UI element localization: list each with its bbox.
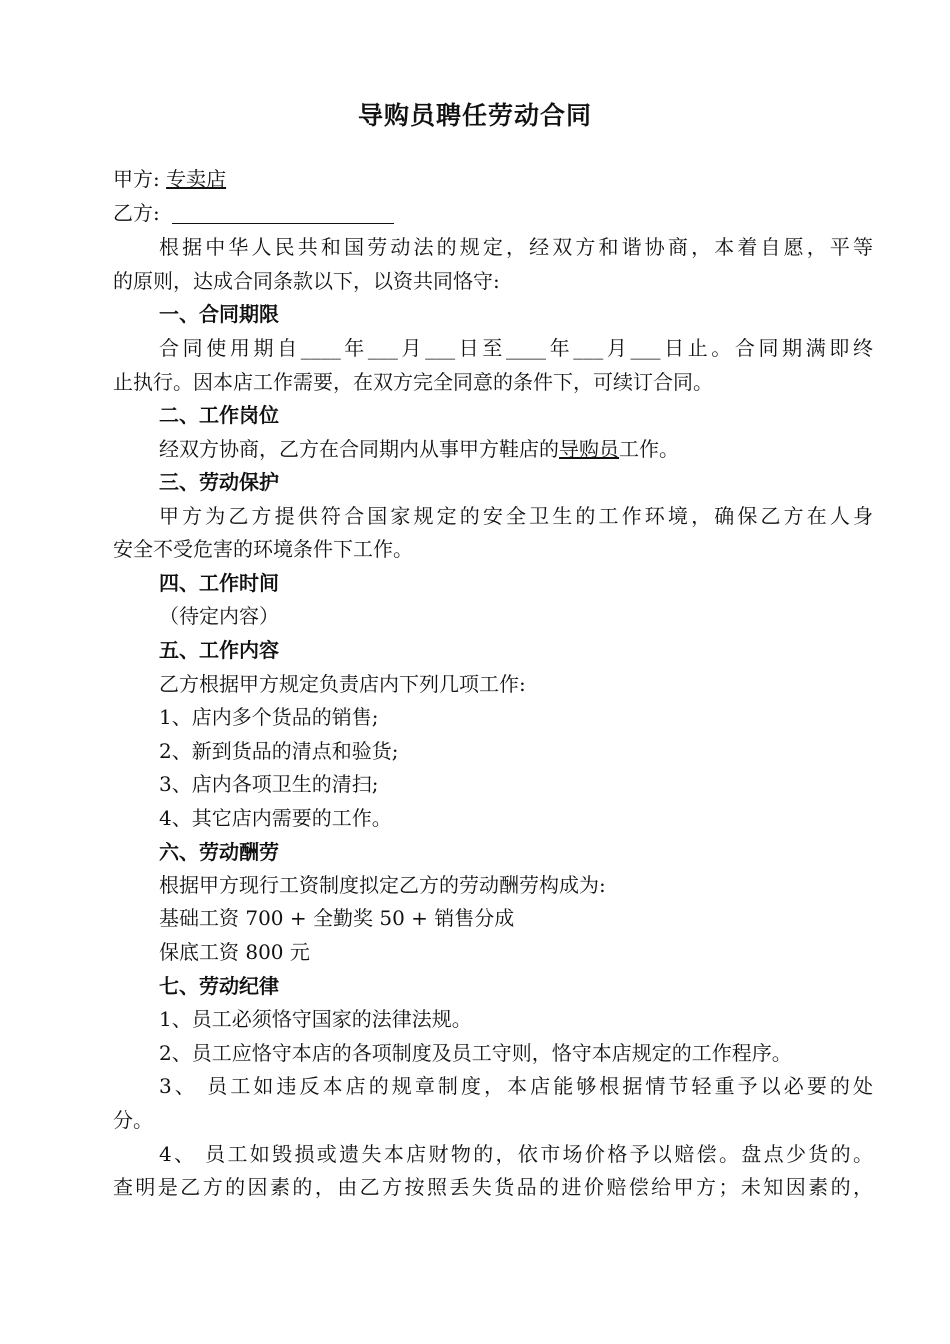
section-1-line-1: 合同使用期自____年___月___日至____年___月___日止。合同期满即终 [159, 336, 873, 360]
list-item: 1、店内多个货品的销售; [159, 705, 379, 729]
section-3-heading: 三、劳动保护 [159, 470, 279, 494]
party-b-blank [172, 201, 394, 224]
section-2-text-after: 工作。 [619, 437, 679, 461]
section-6-base-salary: 基础工资 700 + 全勤奖 50 + 销售分成 [159, 906, 515, 930]
intro-line-2: 的原则，达成合同条款以下，以资共同恪守: [113, 269, 500, 293]
section-7-item-4-line-1: 4、 员工如毁损或遗失本店财物的，依市场价格予以赔偿。盘点少货的。 [159, 1142, 873, 1166]
section-6-heading: 六、劳动酬劳 [159, 840, 279, 864]
section-4-heading: 四、工作时间 [159, 571, 279, 595]
section-7-item-1: 1、员工必须恪守国家的法律法规。 [159, 1007, 472, 1031]
section-7-item-2: 2、员工应恪守本店的各项制度及员工守则，恪守本店规定的工作程序。 [159, 1041, 792, 1065]
section-6-min-salary: 保底工资 800 元 [159, 940, 310, 964]
section-1-heading: 一、合同期限 [159, 302, 279, 326]
list-item: 3、店内各项卫生的清扫; [159, 772, 379, 796]
section-7-item-3-line-2: 分。 [113, 1108, 153, 1132]
section-2-text-before: 经双方协商，乙方在合同期内从事甲方鞋店的 [159, 437, 559, 461]
section-7-item-4-line-2: 查明是乙方的因素的，由乙方按照丢失货品的进价赔偿给甲方；未知因素的， [113, 1175, 873, 1199]
section-7-heading: 七、劳动纪律 [159, 974, 279, 998]
party-a-label: 甲方: [113, 167, 160, 191]
section-2-heading: 二、工作岗位 [159, 403, 279, 427]
section-1-line-2: 止执行。因本店工作需要，在双方完全同意的条件下，可续订合同。 [113, 370, 713, 394]
section-2-text [159, 432, 873, 466]
document-title: 导购员聘任劳动合同 [357, 101, 592, 130]
section-5-intro: 乙方根据甲方规定负责店内下列几项工作: [159, 672, 526, 696]
party-a-line [113, 162, 873, 196]
party-b-label: 乙方: [113, 201, 160, 225]
section-6-intro: 根据甲方现行工资制度拟定乙方的劳动酬劳构成为: [159, 873, 606, 897]
section-3-line-2: 安全不受危害的环境条件下工作。 [113, 537, 413, 561]
list-item: 4、其它店内需要的工作。 [159, 806, 392, 830]
section-5-heading: 五、工作内容 [159, 638, 279, 662]
list-item: 2、新到货品的清点和验货; [159, 739, 399, 763]
section-3-line-1: 甲方为乙方提供符合国家规定的安全卫生的工作环境，确保乙方在人身 [159, 504, 873, 528]
party-a-value: 专卖店 [166, 167, 227, 191]
section-4-text: （待定内容） [159, 604, 279, 628]
party-b-line [113, 196, 873, 230]
intro-line-1: 根据中华人民共和国劳动法的规定，经双方和谐协商，本着自愿，平等 [159, 235, 873, 259]
section-2-position: 导购员 [559, 437, 619, 461]
section-7-item-3-line-1: 3、 员工如违反本店的规章制度，本店能够根据情节轻重予以必要的处 [159, 1074, 873, 1098]
